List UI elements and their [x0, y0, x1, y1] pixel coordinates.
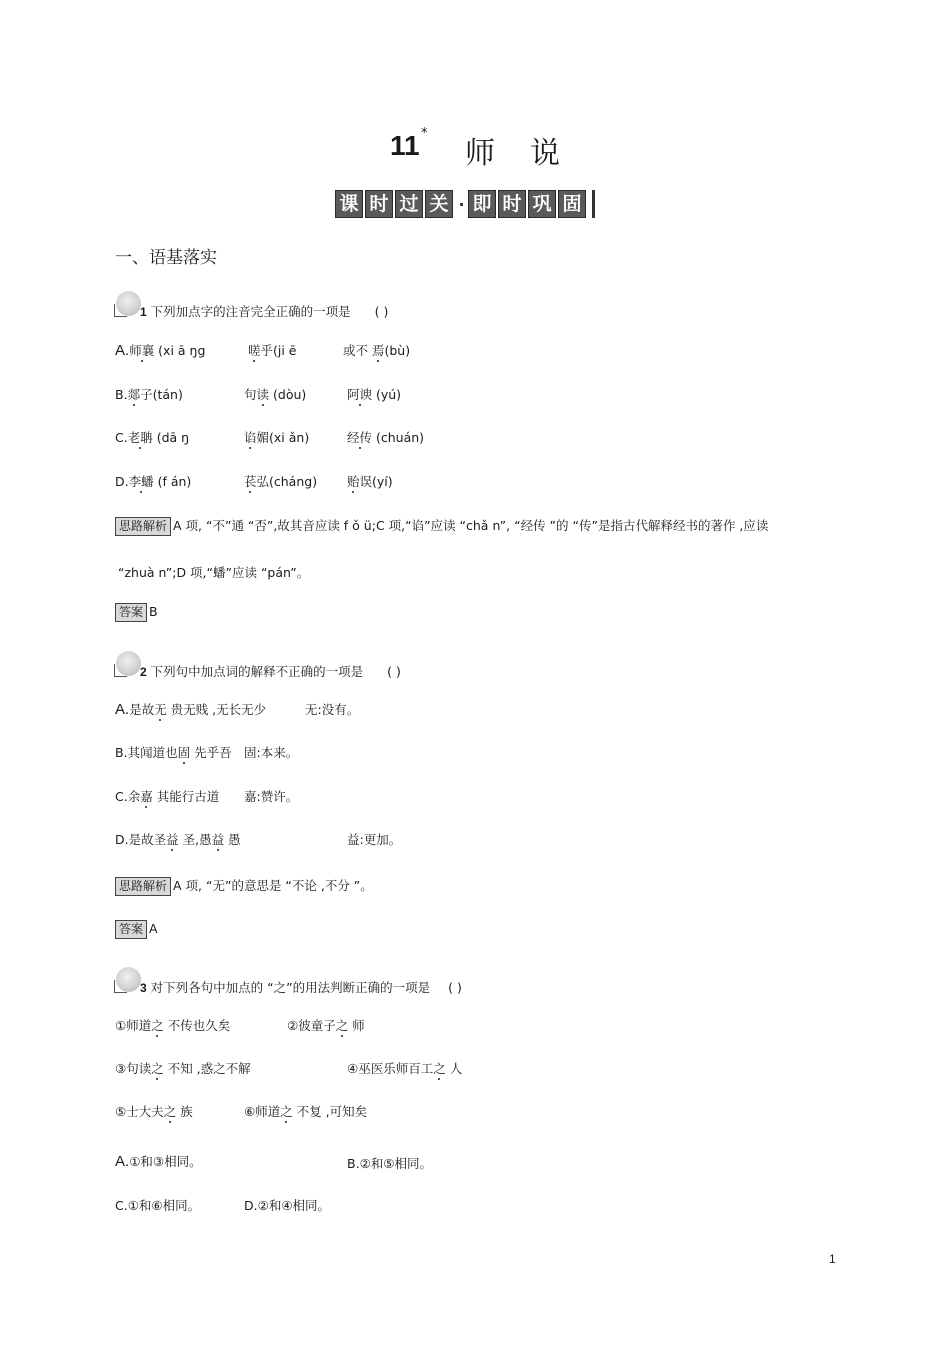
q3-s5-text-2: 族 [176, 1104, 193, 1119]
q1-answer-value: B [149, 604, 158, 619]
q1-a-word-3b: 焉 [371, 343, 385, 358]
option-letter: D. [244, 1198, 258, 1213]
option-letter: D. [115, 832, 129, 847]
q1-d-pinyin-3: 误(yí) [359, 474, 393, 489]
q1-b-word-3: 阿谀 [347, 387, 373, 402]
q2-answer [115, 920, 158, 939]
section-heading: 一、语基落实 [115, 248, 217, 268]
q1-option-c-part-2 [244, 428, 309, 446]
q2-d-explanation: 益:更加。 [347, 832, 402, 847]
option-letter: C. [115, 430, 128, 445]
q1-b-word-2a: 句 [244, 387, 257, 402]
q1-a-pinyin-2: 乎(ji ē [260, 343, 297, 358]
q1-stem-text: 下列加点字的注音完全正确的一项是 [150, 304, 351, 319]
q2-answer-blank: ( ) [387, 664, 401, 679]
banner-lesson-review [335, 190, 595, 218]
q3-sentence-6 [244, 1102, 367, 1120]
q1-a-word-3a: 或不 [343, 343, 372, 358]
q3-s1-text-1: ①师道 [115, 1018, 152, 1033]
q1-a-word-1: 师襄 [129, 343, 155, 358]
q1-number: 1 [140, 305, 147, 319]
q1-option-b-part-3 [347, 385, 401, 403]
q1-b-pinyin-1: 子(tán) [140, 387, 183, 402]
q3-s2-text-1: ②彼童子 [287, 1018, 336, 1033]
q1-c-pinyin-3: (chuán) [372, 430, 425, 445]
q1-c-pinyin-2: 媚(xi ǎn) [256, 430, 310, 445]
q3-s2-word: 之 [335, 1018, 349, 1033]
q1-d-pinyin-1: (f án) [153, 474, 192, 489]
q2-analysis [115, 876, 373, 896]
analysis-tag: 思路解析 [115, 877, 171, 896]
q3-option-a [115, 1152, 202, 1170]
q3-option-b [347, 1154, 432, 1172]
q2-answer-value: A [149, 921, 158, 936]
q1-stem [140, 302, 388, 320]
q3-s6-text-2: 不复 ,可知矣 [292, 1104, 368, 1119]
q2-b-text-2: 先乎吾 [190, 745, 232, 760]
option-letter: A. [115, 342, 130, 359]
q1-option-c-part-3 [347, 428, 424, 446]
q3-s2-text-2: 师 [348, 1018, 365, 1033]
q1-option-a [115, 341, 205, 359]
q3-sentence-4 [347, 1059, 462, 1077]
q1-a-pinyin-3: (bù) [384, 343, 411, 358]
q3-s6-word: 之 [280, 1104, 293, 1119]
q1-a-pinyin-1: (xi ā ŋg [154, 343, 206, 358]
banner-char: 时 [365, 190, 393, 218]
q2-stem-text: 下列句中加点词的解释不正确的一项是 [150, 664, 364, 679]
q2-d-word-1: 益 [166, 832, 179, 847]
q2-c-word: 嘉 [140, 789, 153, 804]
q3-s3-text-1: ③句读 [115, 1061, 152, 1076]
q2-b-word: 固 [177, 745, 191, 760]
option-letter: D. [115, 474, 129, 489]
q1-option-b [115, 385, 183, 403]
q2-b-text-1: 其闻道也 [127, 745, 178, 760]
lesson-number: 11 [390, 130, 420, 161]
q2-a-text-1: 是故 [129, 702, 155, 717]
q2-c-text-1: 余 [127, 789, 141, 804]
q3-number: 3 [140, 981, 147, 995]
q1-d-word-2: 苌 [244, 474, 257, 489]
q1-answer [115, 603, 158, 622]
q2-d-text-1: 是故圣 [128, 832, 167, 847]
q1-option-d [115, 472, 191, 490]
analysis-tag: 思路解析 [115, 517, 171, 536]
q2-option-c [115, 787, 219, 805]
q2-c-explanation: 嘉:赞许。 [244, 789, 299, 804]
q2-option-b [115, 743, 232, 761]
q1-analysis-line-2: “zhuà n”;D 项,“蟠”应读 “pán”。 [118, 565, 310, 580]
q1-d-word-1: 李蟠 [128, 474, 154, 489]
q3-s5-word: 之 [163, 1104, 177, 1119]
q1-analysis-line-1: A 项, “不”通 “否”,故其音应读 f ǒ ü;C 项,“谄”应读 “chǎ n”, “经传 ”的 “传”是指古代解释经书的著作 ,应读 [173, 518, 769, 533]
option-letter: A. [115, 1153, 130, 1170]
q1-b-pinyin-2: (dòu) [269, 387, 307, 402]
q2-d-text-2: 圣,愚 [178, 832, 212, 847]
q1-d-word-3: 贻 [347, 474, 360, 489]
q3-answer-blank: ( ) [448, 980, 462, 995]
question-corner-mark [114, 664, 127, 677]
q3-s4-text-2: 人 [445, 1061, 463, 1076]
option-letter: B. [347, 1156, 360, 1171]
option-letter: B. [115, 745, 128, 760]
q3-s6-text-1: ⑥师道 [244, 1104, 281, 1119]
q2-stem [140, 662, 401, 680]
q3-stem [140, 978, 462, 996]
banner-separator: · [458, 194, 465, 214]
q3-sentence-5 [115, 1102, 193, 1120]
q1-b-word-2b: 读 [256, 387, 270, 402]
q3-s3-word: 之 [151, 1061, 164, 1076]
answer-tag: 答案 [115, 603, 147, 622]
q3-sentence-1 [115, 1016, 230, 1034]
lesson-star-mark: * [421, 126, 428, 141]
option-letter: C. [115, 789, 128, 804]
question-corner-mark [114, 304, 127, 317]
banner-char: 巩 [528, 190, 556, 218]
banner-char: 课 [335, 190, 363, 218]
banner-char: 时 [498, 190, 526, 218]
q1-option-c [115, 428, 189, 446]
q3-option-c [115, 1196, 200, 1214]
lesson-title-char-1: 师 [465, 136, 495, 171]
q2-analysis-text: A 项, “无”的意思是 “不论 ,不分 ”。 [173, 878, 373, 893]
q3-c-text: ①和⑥相同。 [127, 1198, 201, 1213]
q2-a-text-2: 贵无贱 ,无长无少 [166, 702, 267, 717]
banner-char: 即 [468, 190, 496, 218]
q1-option-b-part-2 [244, 385, 306, 403]
q3-s1-text-2: 不传也久矣 [163, 1018, 231, 1033]
q1-option-a-part-2 [248, 341, 297, 359]
q2-a-word: 无 [154, 702, 167, 717]
question-corner-mark [114, 980, 127, 993]
q3-s5-text-1: ⑤士大夫 [115, 1104, 164, 1119]
q1-option-d-part-2 [244, 472, 317, 490]
q3-d-text: ②和④相同。 [257, 1198, 331, 1213]
q1-a-word-2: 嗟 [248, 343, 261, 358]
q2-number: 2 [140, 665, 147, 679]
q3-sentence-3 [115, 1059, 251, 1077]
q3-s4-text-1: ④巫医乐师百工 [347, 1061, 434, 1076]
banner-end-bar [592, 190, 595, 218]
q3-sentence-2 [287, 1016, 365, 1034]
banner-char: 固 [558, 190, 586, 218]
q2-d-word-2: 益 [211, 832, 225, 847]
q1-option-d-part-3 [347, 472, 393, 490]
lesson-title-char-2: 说 [530, 136, 560, 171]
q2-option-a [115, 700, 266, 718]
q2-option-d [115, 830, 241, 848]
option-letter: B. [115, 387, 128, 402]
q1-b-word-1: 郯 [127, 387, 141, 402]
option-letter: A. [115, 701, 130, 718]
page-number: 1 [829, 1252, 836, 1266]
q2-d-text-3: 愚 [224, 832, 241, 847]
q3-s1-word: 之 [151, 1018, 164, 1033]
q3-stem-text: 对下列各句中加点的 “之”的用法判断正确的一项是 [150, 980, 431, 995]
q2-a-explanation: 无:没有。 [305, 702, 360, 717]
q3-option-d [244, 1196, 330, 1214]
q1-answer-blank: ( ) [374, 304, 389, 319]
q1-d-pinyin-2: 弘(cháng) [256, 474, 318, 489]
q3-s4-word: 之 [433, 1061, 446, 1076]
q1-c-word-3: 经传 [347, 430, 373, 445]
q2-b-explanation: 固:本来。 [244, 745, 299, 760]
option-letter: C. [115, 1198, 128, 1213]
answer-tag: 答案 [115, 920, 147, 939]
banner-char: 关 [425, 190, 453, 218]
banner-char: 过 [395, 190, 423, 218]
q1-b-pinyin-3: (yú) [372, 387, 402, 402]
q2-c-text-2: 其能行古道 [152, 789, 220, 804]
q3-b-text: ②和⑤相同。 [359, 1156, 432, 1171]
q3-s3-text-2: 不知 ,惑之不解 [163, 1061, 251, 1076]
q1-option-a-part-3 [343, 341, 410, 359]
q1-c-word-1: 老聃 [127, 430, 153, 445]
q1-analysis [115, 516, 768, 536]
q1-c-word-2: 谄 [244, 430, 257, 445]
q3-a-text: ①和③相同。 [129, 1154, 202, 1169]
q1-c-pinyin-1: (dā ŋ [152, 430, 190, 445]
